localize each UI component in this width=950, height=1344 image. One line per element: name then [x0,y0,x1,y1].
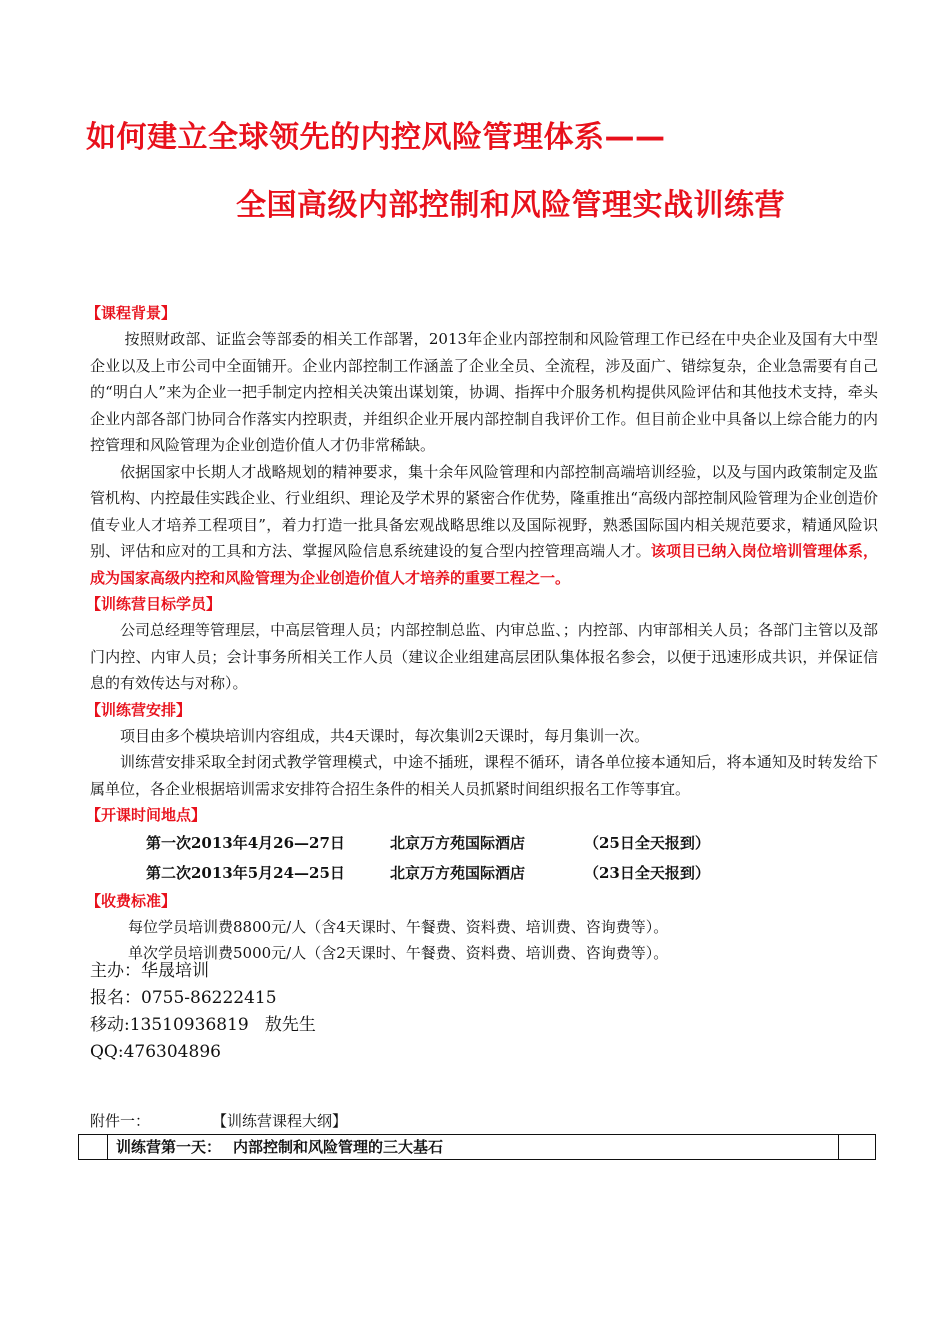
outline-table [78,1134,876,1160]
arrangement-paragraph-1: 项目由多个模块培训内容组成，共4天课时，每次集训2天课时，每月集训一次。 [120,726,650,745]
session-date: 第一次2013年4月26—27日 [146,834,345,852]
session-note: （25日全天报到） [584,834,710,852]
session-row [90,828,878,858]
qq-contact: QQ:476304896 [90,1042,221,1062]
background-highlight-text: 该项目已纳入岗位培训管理体系，成为国家高级内控和风险管理为企业创造价值人才培养的重要工程之一。 [90,542,878,587]
target-paragraph: 公司总经理等管理层，中高层管理人员；内部控制总监、内审总监、；内控部、内审部相关人员；各部门主管以及部门内控、内审人员；会计事务所相关工作人员（建议企业组建高层团队集体报名参会，以便于迅速形成共识，并保证信息的有效传达与对称）。 [90,621,878,692]
main-title-line1: 如何建立全球领先的内控风险管理体系—— [86,120,666,155]
session-note: （23日全天报到） [584,864,710,882]
contact-block [90,958,316,1066]
section-heading-schedule: 【开课时间地点】 [86,806,207,824]
background-paragraph-1: 按照财政部、证监会等部委的相关工作部署，2013年企业内部控制和风险管理工作已经在中央企业及国有大中型企业以及上市公司中全面铺开。企业内部控制工作涵盖了企业全员、全流程，涉及面广、错综复杂，企业急需要有自己的“明白人”来为企业一把手制定内控相关决策出谋划策，协调、指挥中介服务机构提供风险评估和其他技术支持，牵头企业内部各部门协同合作落实内控职责，并组织企业开展内部控制自我评价工作。但目前企业中具备以上综合能力的内控管理和风险管理为企业创造价值人才仍非常稀缺。 [90,330,878,454]
session-place: 北京万方苑国际酒店 [390,834,526,852]
appendix-label: 附件一： [90,1112,151,1130]
section-heading-arrangement: 【训练营安排】 [86,700,192,719]
main-title-line2: 全国高级内部控制和风险管理实战训练营 [236,188,785,223]
session-place: 北京万方苑国际酒店 [390,864,526,882]
arrangement-paragraph-2: 训练营安排采取全封闭式教学管理模式，中途不插班，课程不循环，请各单位接本通知后，将本通知及时转发给下属单位，各企业根据培训需求安排符合招生条件的相关人员抓紧时间组织报名工作等事宜。 [90,753,878,798]
table-cell-left [79,1135,108,1159]
table-cell-right [838,1135,875,1159]
fee-line-single: 单次学员培训费5000元/人（含2天课时、午餐费、资料费、培训费、咨询费等）。 [128,944,669,962]
session-date: 第二次2013年5月24—25日 [146,864,345,882]
document-body [86,300,878,966]
table-row [108,1135,838,1159]
appendix-title: 【训练营课程大纲】 [212,1112,348,1130]
session-row [90,858,878,888]
background-paragraph-2 [90,459,878,592]
appendix-label-row [90,1110,347,1131]
register-phone: 报名：0755-86222415 [90,988,277,1008]
mobile-contact: 移动:13510936819 敖先生 [90,1015,316,1035]
section-heading-background: 【课程背景】 [86,304,177,322]
outline-day-label: 训练营第一天： [116,1138,222,1156]
outline-day-topic: 内部控制和风险管理的三大基石 [233,1138,444,1156]
section-heading-target: 【训练营目标学员】 [86,595,222,613]
section-heading-fees: 【收费标准】 [86,892,177,910]
organizer: 主办：华晟培训 [90,961,209,981]
fee-line-full: 每位学员培训费8800元/人（含4天课时、午餐费、资料费、培训费、咨询费等）。 [128,918,669,936]
background-paragraph-2-text: 依据国家中长期人才战略规划的精神要求，集十余年风险管理和内部控制高端培训经验，以及与国内政策制定及监管机构、内控最佳实践企业、行业组织、理论及学术界的紧密合作优势，隆重推出“高级内部控制风险管理为企业创造价值专业人才培养工程项目”，着力打造一批具备宏观战略思维以及国际视野，熟悉国际国内相关规范要求，精通风险识别、评估和应对的工具和方法、掌握风险信息系统建设的复合型内控管理高端人才。 [90,462,878,560]
